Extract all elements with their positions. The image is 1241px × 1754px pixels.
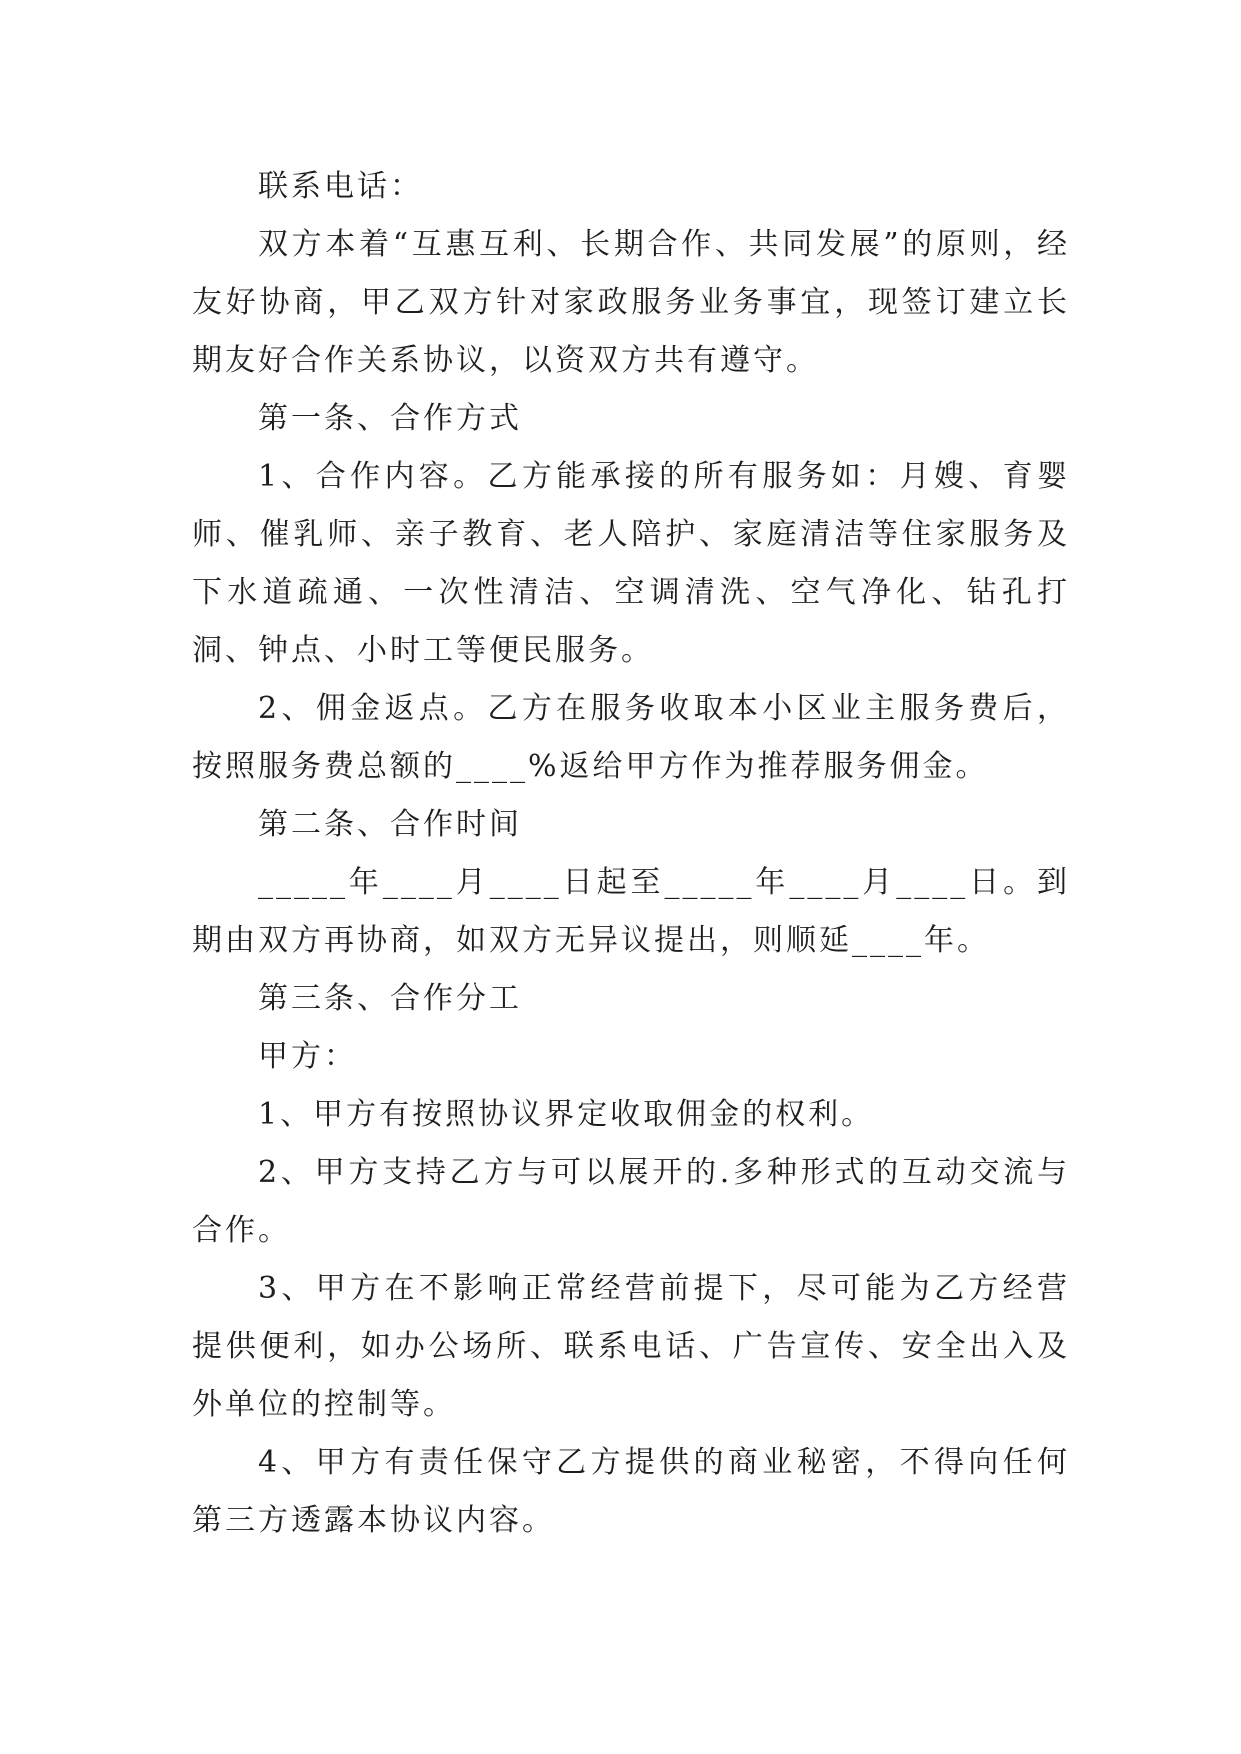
preamble-paragraph: 双方本着“互惠互利、长期合作、共同发展”的原则，经友好协商，甲乙双方针对家政服务业务事宜，现签订建立长期友好合作关系协议，以资双方共有遵守。 bbox=[192, 227, 1070, 378]
article-3-heading: 第三条、合作分工 bbox=[258, 981, 522, 1016]
party-a-item-1: 1、甲方有按照协议界定收取佣金的权利。 bbox=[258, 1097, 875, 1132]
party-a-item-2: 2、甲方支持乙方与可以展开的.多种形式的互动交流与合作。 bbox=[192, 1155, 1070, 1248]
article-1-heading: 第一条、合作方式 bbox=[258, 401, 522, 436]
party-a-label: 甲方： bbox=[258, 1039, 357, 1074]
party-a-item-4: 4、甲方有责任保守乙方提供的商业秘密，不得向任何第三方透露本协议内容。 bbox=[192, 1445, 1070, 1538]
party-a-item-3: 3、甲方在不影响正常经营前提下，尽可能为乙方经营提供便利，如办公场所、联系电话、广告宣传、安全出入及外单位的控制等。 bbox=[192, 1271, 1070, 1422]
article-2-heading: 第二条、合作时间 bbox=[258, 807, 522, 842]
article-1-item-1: 1、合作内容。乙方能承接的所有服务如：月嫂、育婴师、催乳师、亲子教育、老人陪护、家庭清洁等住家服务及下水道疏通、一次性清洁、空调清洗、空气净化、钻孔打洞、钟点、小时工等便民服务。 bbox=[192, 459, 1070, 668]
contact-phone-line: 联系电话： bbox=[258, 169, 423, 204]
document-body bbox=[192, 158, 1070, 1550]
article-2-term-paragraph: _____年____月____日起至_____年____月____日。到期由双方再协商，如双方无异议提出，则顺延____年。 bbox=[192, 865, 1070, 958]
article-1-item-2: 2、佣金返点。乙方在服务收取本小区业主服务费后，按照服务费总额的____%返给甲方作为推荐服务佣金。 bbox=[192, 691, 1070, 784]
